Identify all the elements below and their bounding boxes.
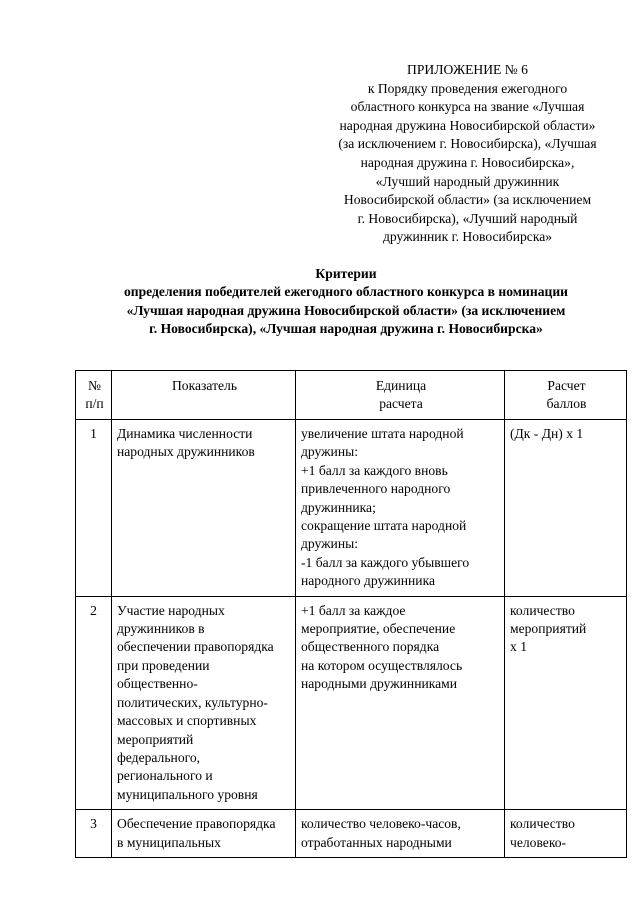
row-unit	[296, 810, 505, 858]
table-row	[76, 810, 627, 858]
cell-line: политических, культурно-	[117, 694, 268, 710]
cell-line: общественно-	[117, 676, 198, 692]
row-number: 3	[76, 810, 112, 858]
cell-line: обеспечении правопорядка	[117, 639, 274, 655]
row-unit	[296, 420, 505, 597]
cell-line: привлеченного народного	[301, 481, 451, 497]
row-indicator	[112, 810, 296, 858]
annex-line: народная дружина г. Новосибирска»,	[360, 154, 575, 170]
row-number: 2	[76, 596, 112, 809]
cell-line: при проведении	[117, 657, 210, 673]
row-indicator	[112, 420, 296, 597]
table-header-row	[76, 371, 627, 420]
cell-line: (Дк - Дн) х 1	[510, 426, 584, 441]
cell-line: человеко-	[510, 834, 567, 850]
header-text: расчета	[379, 396, 423, 412]
cell-line: общественного порядка	[301, 639, 440, 655]
criteria-title: Критерии	[315, 266, 377, 281]
annex-line: ПРИЛОЖЕНИЕ № 6	[407, 62, 528, 77]
row-number: 1	[76, 420, 112, 597]
header-calc	[505, 371, 627, 420]
row-indicator	[112, 596, 296, 809]
criteria-table	[75, 370, 627, 858]
annex-line: народная дружина Новосибирской области»	[339, 117, 596, 133]
cell-line: увеличение штата народной	[301, 426, 464, 441]
table-row	[76, 596, 627, 809]
table-row	[76, 420, 627, 597]
criteria-line: определения победителей ежегодного областного конкурса в номинации	[123, 284, 568, 300]
annex-line: дружинник г. Новосибирска»	[382, 229, 553, 245]
cell-line: мероприятий	[117, 731, 194, 747]
cell-line: массовых и спортивных	[117, 713, 257, 729]
header-unit	[296, 371, 505, 420]
annex-line: к Порядку проведения ежегодного	[367, 80, 568, 96]
row-unit	[296, 596, 505, 809]
header-text: баллов	[546, 396, 587, 412]
annex-line: областного конкурса на звание «Лучшая	[350, 99, 585, 115]
criteria-title-block	[60, 265, 632, 339]
cell-line: народных дружинников	[117, 444, 255, 460]
annex-line: «Лучший народный дружинник	[375, 173, 560, 189]
cell-line: количество	[510, 602, 575, 618]
cell-line: х 1	[510, 639, 527, 655]
cell-line: в муниципальных	[117, 834, 221, 850]
header-number	[76, 371, 112, 420]
header-text: №	[88, 378, 101, 393]
cell-line: отработанных народными	[301, 834, 452, 850]
header-text: Показатель	[171, 378, 238, 393]
cell-line: количество	[510, 816, 575, 832]
cell-line: Участие народных	[117, 602, 225, 618]
header-text: п/п	[85, 396, 104, 412]
cell-line: на котором осуществлялось	[301, 657, 463, 673]
cell-line: дружинников в	[117, 621, 205, 637]
cell-line: федерального,	[117, 749, 201, 765]
cell-line: Обеспечение правопорядка	[117, 816, 276, 832]
header-text: Единица	[375, 378, 427, 393]
annex-heading	[300, 61, 635, 247]
annex-line: (за исключением г. Новосибирска), «Лучшая	[338, 136, 597, 152]
cell-line: муниципального уровня	[117, 786, 258, 802]
row-calc	[505, 596, 627, 809]
row-calc	[505, 810, 627, 858]
header-text: Расчет	[547, 378, 586, 393]
cell-line: сокращение штата народной	[301, 518, 467, 534]
cell-line: регионального и	[117, 768, 213, 784]
criteria-line: г. Новосибирска), «Лучшая народная дружина г. Новосибирска»	[149, 321, 543, 337]
row-calc	[505, 420, 627, 597]
cell-line: дружины:	[301, 444, 359, 460]
cell-line: народными дружинниками	[301, 676, 458, 692]
cell-line: Динамика численности	[117, 426, 253, 441]
cell-line: народного дружинника	[301, 573, 436, 589]
cell-line: мероприятие, обеспечение	[301, 621, 456, 637]
cell-line: +1 балл за каждого вновь	[301, 462, 448, 478]
header-indicator	[112, 371, 296, 420]
cell-line: мероприятий	[510, 621, 587, 637]
cell-line: -1 балл за каждого убывшего	[301, 554, 470, 570]
cell-line: дружины:	[301, 536, 359, 552]
annex-line: г. Новосибирска), «Лучший народный	[357, 210, 578, 226]
criteria-line: «Лучшая народная дружина Новосибирской области» (за исключением	[126, 302, 566, 318]
cell-line: дружинника;	[301, 499, 376, 515]
annex-line: Новосибирской области» (за исключением	[343, 192, 592, 208]
cell-line: +1 балл за каждое	[301, 602, 406, 618]
cell-line: количество человеко-часов,	[301, 816, 461, 832]
